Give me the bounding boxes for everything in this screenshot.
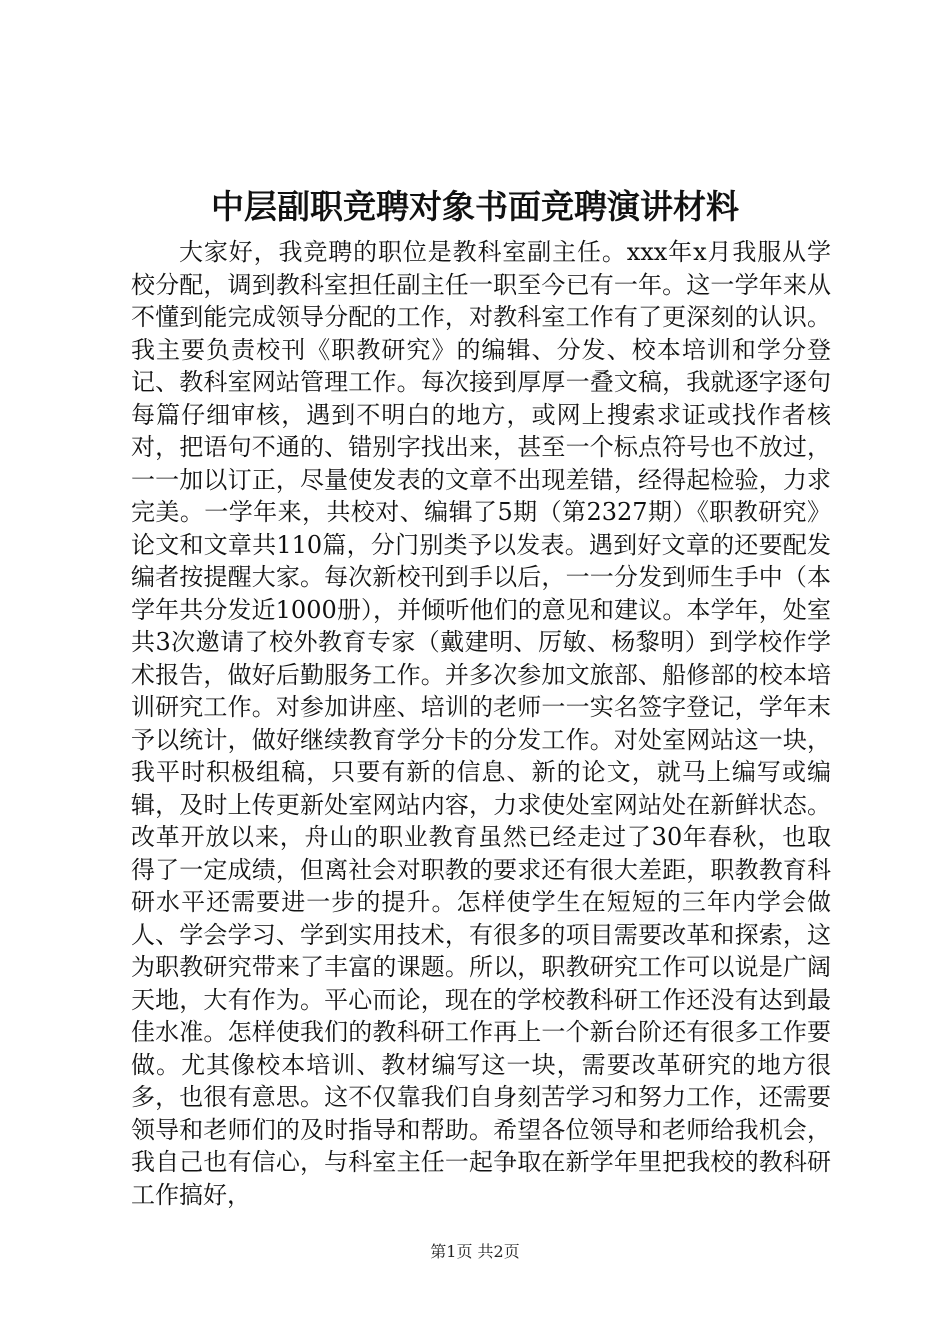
page-number-footer: 第1页 共2页	[430, 1242, 520, 1261]
document-body-paragraph: 大家好，我竞聘的职位是教科室副主任。xxx年x月我服从学校分配，调到教科室担任副主任一职至今已有一年。这一学年来从不懂到能完成领导分配的工作，对教科室工作有了更深刻的认识。我主要负责校刊《职教研究》的编辑、分发、校本培训和学分登记、教科室网站管理工作。每次接到厚厚一叠文稿，我就逐字逐句每篇仔细审核，遇到不明白的地方，或网上搜索求证或找作者核对，把语句不通的、错别字找出来，甚至一个标点符号也不放过，一一加以订正，尽量使发表的文章不出现差错，经得起检验，力求完美。一学年来，共校对、编辑了5期（第2327期）《职教研究》论文和文章共110篇，分门别类予以发表。遇到好文章的还要配发编者按提醒大家。每次新校刊到手以后，一一分发到师生手中（本学年共分发近1000册），并倾听他们的意见和建议。本学年，处室共3次邀请了校外教育专家（戴建明、厉敏、杨黎明）到学校作学术报告，做好后勤服务工作。并多次参加文旅部、船修部的校本培训研究工作。对参加讲座、培训的老师一一实名签字登记，学年末予以统计，做好继续教育学分卡的分发工作。对处室网站这一块，我平时积极组稿，只要有新的信息、新的论文，就马上编写或编辑，及时上传更新处室网站内容，力求使处室网站处在新鲜状态。改革开放以来，舟山的职业教育虽然已经走过了30年春秋，也取得了一定成绩，但离社会对职教的要求还有很大差距，职教教育科研水平还需要进一步的提升。怎样使学生在短短的三年内学会做人、学会学习、学到实用技术，有很多的项目需要改革和探索，这为职教研究带来了丰富的课题。所以，职教研究工作可以说是广阔天地，大有作为。平心而论，现在的学校教科研工作还没有达到最佳水准。怎样使我们的教科研工作再上一个新台阶还有很多工作要做。尤其像校本培训、教材编写这一块，需要改革研究的地方很多，也很有意思。这不仅靠我们自身刻苦学习和努力工作，还需要领导和老师们的及时指导和帮助。希望各位领导和老师给我机会，我自己也有信心，与科室主任一起争取在新学年里把我校的教科研工作搞好，	[131, 238, 831, 1209]
document-title: 中层副职竞聘对象书面竞聘演讲材料	[211, 187, 739, 226]
